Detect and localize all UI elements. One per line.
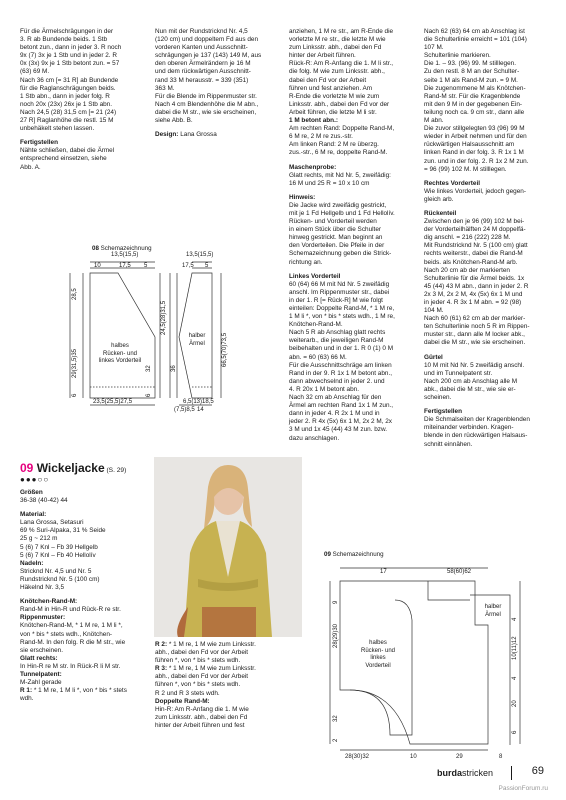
right-front-heading: Rechtes Vorderteil [424, 179, 480, 187]
watermark: PassionForum.ru [498, 785, 548, 792]
s09-piece2-label: halber Ärmel [484, 604, 502, 618]
gauge-heading: Maschenprobe: [289, 163, 337, 171]
difficulty-dots: ●●●○○ [20, 475, 50, 484]
tunnel-text: M-Zahl gerade [20, 679, 62, 687]
row-instructions: anziehen, 1 M re str., am R-Ende die vorletzte M re str., die letzte M wie zum Linksstr. abh., dabei den Fd hinter der Arbeit führen. Rück-R: Am R-Anfang die 1. M li str., die folg. M wie zum Linksstr. abh., dabei den Fd vor der Arbeit führen und fest anziehen. Am R-Ende die vorletzte M wie zum Linksstr. abh., dabei den Fd vor der Arbeit führen, die letzte M li str. [289, 28, 394, 116]
back-heading: Rückenteil [424, 209, 457, 217]
s09-dim-top2: 58(60)62 [447, 569, 472, 575]
s09-piece1-label: halbes Rücken- und linkes Vorderteil [360, 640, 396, 669]
s08-dim-bot3: 6,5(13)18,5 [183, 399, 214, 405]
s09-dim-left4: 2 [333, 738, 339, 742]
s09-dim-bot1: 28(30)32 [345, 754, 370, 760]
note-text: Die Jacke wird zweifädig gestrickt, mit je 1 Fd Hellgelb und 1 Fd Hellolív. Rücken- und Vorderteil werden in einem Stück über die Schulter hinweg gestrickt. Man beginnt an den Vorderteilen. Die Pfeile in der Schemazeichnung geben die Strick- richtung an. [289, 201, 395, 266]
shoulder-text: Nach 62 (63) 64 cm ab Anschlag ist die Schulterlinie erreicht = 101 (104) 107 M. Schulterlinie markieren. Die 1. – 93. (96) 99. M stilllegen. Zu den restl. 8 M an der Schulter- seite 1 M als Rand-M zun. = 9 M. Die zugenommene M als Knötchen- Rand-M str. Für die Kragenblende mit den 9 M in der gegebenen Ein- teilung noch ca. 9 cm str., dann alle M abn. Die zuvor stillgelegten 93 (96) 99 M wieder in Arbeit nehmen und für den rückwärtigen Halsausschnitt am linken Rand in der folg. 3. R 1x 1 M zun. und in der folg. 2. R 1x 2 M zun. = 96 (99) 102 M. M stilllegen. [424, 28, 529, 173]
s08-dim-bot1: 23,5(25,5)27,5 [93, 399, 133, 405]
s08-dim-left2: 29(31,5)35 [72, 348, 78, 378]
s08-dim-in3: 36 [171, 365, 177, 372]
tunnel-heading: Tunnelpatent: [20, 670, 62, 678]
stockinette-heading: Glatt rechts: [20, 654, 58, 662]
double-edge-heading: Doppelte Rand-M: [155, 697, 210, 705]
rib-text: Knötchen-Rand-M, * 1 M re, 1 M li *, von * bis * stets wdh., Knötchen- Rand-M. In den folg. R die M str., wie sie erscheinen. [20, 622, 126, 654]
right-front-text: Wie linkes Vorderteil, jedoch gegen- gleich arb. [424, 187, 526, 203]
s08-dim-top4: 5 [144, 263, 148, 269]
material-heading: Material: [20, 511, 47, 519]
row-1-text: R 1: * 1 M re, 1 M li *, von * bis * stets wdh. [20, 687, 127, 703]
s08-dim-in2: 32 [146, 365, 152, 372]
s09-dim-bot3: 29 [456, 754, 463, 760]
s09-dim-bot2: 10 [410, 754, 417, 760]
belt-text: 10 M mit Nd Nr. 5 zweifädig anschl. und im Tunnelpatent str. Nach 200 cm ab Anschlag alle M abk., dabei die M str., wie sie er- scheinen. [424, 361, 525, 402]
schema-08-label: 08 Schemazeichnung [92, 245, 152, 252]
s08-dim-bot5: 14 [197, 407, 204, 413]
s08-dim-top3: 17,5 [119, 263, 131, 269]
sleeve-instructions: Für die Ärmelschrägungen in der 3. R ab Bundende beids. 1 Stb betont zun., dann in jeder 3. R noch 9x (7) 3x je 1 Stb und in jeder 2. R 0x (3x) 9x je 1 Stb betont zun. = 57 (63) 69 M. Nach 36 cm [= 31 R] ab Bundende für die Raglanschrägungen beids. 1 Stb abn., dann in jeder folg. R noch 20x (23x) 26x je 1 Stb abn. Nach 24,5 (28) 31,5 cm [= 21 (24) 27 R] Raglanhöhe die restl. 15 M unbehäkelt stehen lassen. [20, 28, 122, 133]
footer-divider [511, 766, 512, 780]
sizes-heading: Größen [20, 489, 43, 496]
s09-dim-right3: 4 [512, 676, 518, 680]
s09-dim-right1: 20 [512, 700, 518, 707]
s09-dim-right4: 6 [512, 730, 518, 734]
finishing-text: Nähte schließen, dabei die Ärmel entsprechend einsetzen, siehe Abb. A. [20, 147, 115, 171]
s09-dim-left3: 32 [333, 715, 339, 722]
rib-heading: Rippenmuster: [20, 614, 66, 622]
s09-dim-left1: 9 [333, 600, 339, 604]
decrease-heading: 1 M betont abn.: [289, 117, 338, 125]
s08-dim-in1: 24,5(28)31,5 [161, 300, 167, 335]
s09-dim-bot4: 8 [499, 754, 503, 760]
design-credit: Design: Lana Grossa [155, 131, 217, 139]
s09-dim-right2: 10(11)12 [512, 636, 518, 660]
needles-heading: Nadeln: [20, 559, 44, 567]
knot-edge-heading: Knötchen-Rand-M: [20, 598, 78, 606]
s08-dim-left3: 6 [72, 393, 78, 397]
needles-text: Stricknd Nr. 4,5 und Nr. 5 Rundstricknd Nr. 5 (100 cm) Häkelnd Nr. 3,5 [20, 567, 100, 592]
s08-dim-top1: 13,5(15,5) [111, 252, 139, 258]
finishing-2-text: Die Schmalseiten der Kragenblenden miteinander verbinden. Kragen- blende in den rückwärtigen Halsaus- schnitt einnähen. [424, 416, 530, 448]
belt-heading: Gürtel [424, 353, 443, 361]
stockinette-text: In Hin-R re M str. In Rück-R li M str. [20, 662, 121, 670]
back-text: Zwischen den je 96 (99) 102 M bei- der Vorderteilhälften 24 M doppelfä- dig anschl. = 216 (222) 228 M. Mit Rundstricknd Nr. 5 (100 cm) glatt rechts weiterstr., dabei die Rand-M beids. als Knötchen-Rand-M arb. Nach 20 cm ab der markierten Schulterlinie für die Ärmel beids. 1x 45 (44) 43 M abn., dann in jeder 2. R 2x 3 M, 2x 2 M, 4x (5x) 6x 1 M und in jeder 4. R 3x 1 M abn. = 92 (98) 104 M. Nach 60 (61) 62 cm ab der markier- ten Schulterlinie noch 5 R im Rippen- muster str., dann alle M locker abk., dabei die M str., wie sie erscheinen. [424, 218, 530, 347]
pattern-title: 09 Wickeljacke (S. 29) [20, 461, 127, 475]
schema-09-label: 09 Schemazeichnung [324, 551, 384, 558]
left-front-heading: Linkes Vorderteil [289, 272, 341, 280]
finishing-heading: Fertigstellen [20, 139, 58, 147]
note-heading: Hinweis: [289, 193, 316, 201]
s08-dim-bot2: 6 [146, 393, 152, 397]
s08-piece1-label: halbes Rücken- und linkes Vorderteil [98, 343, 142, 364]
s08-dim-in4: 66,5(70)73,5 [222, 332, 228, 367]
s09-dim-right5: 4 [512, 617, 518, 621]
material-text: Lana Grossa, Setasuri 69 % Suri-Alpaka, 31 % Seide 25 g ~ 212 m 5 (6) 7 Knl – Fb 39 Hellgelb 5 (6) 7 Knl – Fb 40 Hellolív [20, 519, 106, 559]
s09-dim-left2: 28(29)30 [333, 623, 339, 648]
s08-dim-bot4: (7,5)8,5 [174, 407, 195, 413]
s08-dim-top2-1: 13,5(15,5) [186, 252, 214, 258]
row-3-text: R 3: * 1 M re, 1 M wie zum Linksstr. abh., dabei den Fd vor der Arbeit führen *, von * bis * stets wdh. R 2 und R 3 stets wdh. [155, 665, 256, 697]
s09-dim-top1: 17 [380, 569, 387, 575]
magazine-brand: burdastricken [436, 768, 493, 778]
gauge-text: Glatt rechts, mit Nd Nr. 5, zweifädig: 16 M und 25 R = 10 x 10 cm [289, 171, 391, 187]
s08-dim-top2-2: 17,5 [182, 263, 194, 269]
row-2-text: R 2: * 1 M re, 1 M wie zum Linksstr. abh., dabei den Fd vor der Arbeit führen *, von * bis * stets wdh. [155, 641, 256, 665]
finishing-2-heading: Fertigstellen [424, 408, 462, 416]
band-instructions: Nun mit der Rundstricknd Nr. 4,5 (120 cm) und doppeltem Fd aus den vorderen Kanten und Ausschnitt- schrägungen je 137 (143) 149 M, aus den oberen Ärmelrändern je 16 M und dem rückwärtigen Ausschnitt- rand 33 M herausstr. = 339 (351) 363 M. Für die Blende im Rippenmuster str. Nach 4 cm Blendenhöhe die M abn., dabei die M str., wie sie erscheinen, siehe Abb. B. [155, 28, 262, 125]
s08-dim-top2: 10 [94, 263, 101, 269]
s08-piece2-label: halber Ärmel [188, 333, 206, 347]
sizes-text: 36-38 (40-42) 44 [20, 497, 68, 505]
decrease-text: Am rechten Rand: Doppelte Rand-M, 6 M re, 2 M re zus.-str. Am linken Rand: 2 M re überzg. zus.-str., 6 M re, doppelte Rand-M. [289, 125, 395, 157]
s08-dim-top2-3: 5 [205, 263, 209, 269]
left-front-text: 60 (64) 66 M mit Nd Nr. 5 zweifädig anschl. Im Rippenmuster str., dabei in der 1. R [= Rück-R] M wie folgt einteilen: Doppelte Rand-M, * 1 M re, 1 M li *, von * bis * stets wdh., 1 M re, Knötchen-Rand-M. Nach 5 R ab Anschlag glatt rechts weiterarb., die jeweiligen Rand-M beibehalten und in der 1. R 0 (1) 0 M abn. = 60 (63) 66 M. Für die Ausschnittschräge am linken Rand in der 9. R 1x 1 M betont abn., dann abwechselnd in jeder 2. und 4. R 20x 1 M betont abn. Nach 32 cm ab Anschlag für den Ärmel am rechten Rand 1x 1 M zun., dann in jeder 4. R 2x 1 M und in jeder 2. R 4x (5x) 6x 1 M, 2x 2 M, 2x 3 M und 1x 45 (44) 43 M zun. bzw. dazu anschlagen. [289, 280, 395, 442]
knot-edge-text: Rand-M in Hin-R und Rück-R re str. [20, 606, 121, 614]
double-edge-text: Hin-R: Am R-Anfang die 1. M wie zum Linksstr. abh., dabei den Fd hinter der Arbeit führen und fest [155, 705, 249, 729]
s08-dim-left1: 28,5 [72, 288, 78, 300]
page-number: 69 [531, 765, 544, 777]
